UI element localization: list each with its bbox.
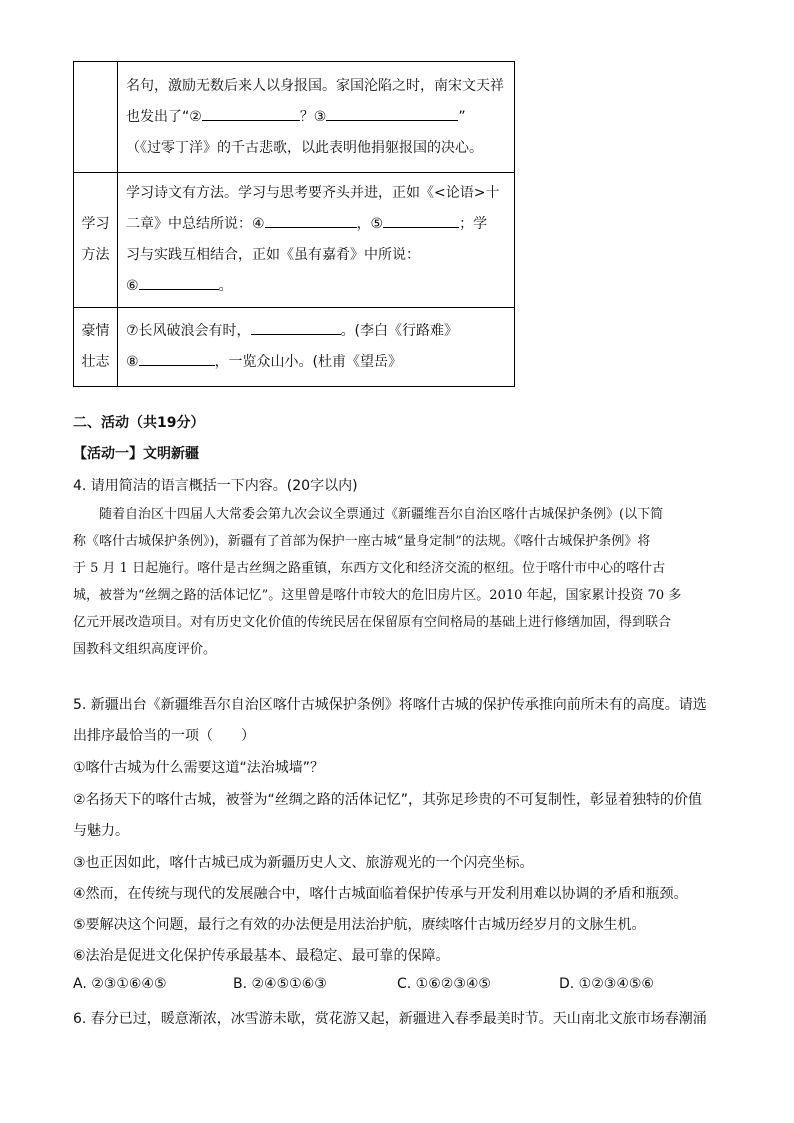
- text-fragment: ；学: [459, 216, 488, 232]
- table-line: [126, 209, 508, 240]
- question-5-prompt: 5. 新疆出台《新疆维吾尔自治区喀什古城保护条例》将喀什古城的保护传承推向前所未有的高度。请选: [73, 697, 707, 713]
- table-line: [126, 271, 508, 302]
- text-fragment: ⑦长风破浪会有时，: [126, 323, 251, 339]
- passage-line: 于 5 月 1 日起施行。喀什是古丝绸之路重镇，东西方文化和经济交流的枢纽。位于喀什市中心的喀什古: [73, 561, 666, 576]
- sentence-2: ②名扬天下的喀什古城，被誉为“丝绸之路的活体记忆”，其弥足珍贵的不可复制性，彰显着独特的价值: [73, 792, 703, 808]
- table-line: （《过零丁洋》的千古悲歌，以此表明他捐躯报国的决心。: [126, 139, 483, 156]
- text-fragment: 。: [218, 278, 233, 294]
- sentence-1: ①喀什古城为什么需要这道“法治城墙”？: [73, 760, 325, 776]
- answer-blank-7[interactable]: [251, 320, 341, 335]
- header-line: 壮志: [81, 354, 110, 370]
- question-4-prompt: 4. 请用简洁的语言概括一下内容。(20字以内): [73, 478, 358, 494]
- sentence-6: ⑥法治是促进文化保护传承最基本、最稳定、最可靠的保障。: [73, 948, 450, 964]
- row-header: [74, 62, 118, 173]
- answer-blank-3[interactable]: [326, 106, 458, 121]
- row-content: [118, 62, 515, 173]
- text-fragment: 二章》中总结所说：④: [126, 216, 265, 232]
- row-content: [118, 173, 515, 308]
- answer-blank-4[interactable]: [265, 213, 357, 228]
- answer-blank-6[interactable]: [139, 275, 219, 290]
- reading-passage: [73, 501, 713, 663]
- poem-table: [73, 61, 515, 387]
- question-6-prompt: 6. 春分已过，暖意渐浓，冰雪游未歇，赏花游又起，新疆进入春季最美时节。天山南北文旅市场春潮涌: [73, 1011, 707, 1027]
- text-fragment: ⑧: [126, 354, 139, 370]
- text-fragment: ⑥: [126, 278, 139, 294]
- activity-title: 【活动一】文明新疆: [73, 446, 199, 462]
- table-row: [74, 62, 515, 173]
- text-fragment: ”: [458, 108, 466, 125]
- answer-blank-8[interactable]: [139, 351, 215, 366]
- option-a[interactable]: A. ②③①⑥④⑤: [73, 976, 167, 992]
- sentence-4: ④然而，在传统与现代的发展融合中，喀什古城面临着保护传承与开发利用难以协调的矛盾和瓶颈。: [73, 886, 688, 902]
- row-header: [74, 173, 118, 308]
- table-row: [74, 308, 515, 387]
- row-content: [118, 308, 515, 387]
- text-fragment: 。(李白《行路难》: [340, 323, 459, 339]
- header-line: 学习: [81, 216, 110, 232]
- sentence-2-cont: 与魅力。: [73, 823, 129, 839]
- question-5-prompt-cont: 出排序最恰当的一项（ ）: [73, 728, 255, 744]
- passage-line: 称《喀什古城保护条例》)，新疆有了首部为保护一座古城“量身定制”的法规。《喀什古城保护条例》将: [73, 534, 651, 549]
- answer-blank-2[interactable]: [202, 106, 300, 121]
- text-fragment: 也发出了“②: [126, 108, 202, 125]
- option-c[interactable]: C. ①⑥②③④⑤: [397, 976, 491, 992]
- sentence-5: ⑤要解决这个问题，最行之有效的办法便是用法治护航，赓续喀什古城历经岁月的文脉生机。: [73, 917, 646, 933]
- header-line: 方法: [81, 247, 110, 263]
- answer-blank-5[interactable]: [383, 213, 459, 228]
- passage-line: 亿元开展改造项目。对有历史文化价值的传统民居在保留原有空间格局的基础上进行修缮加固，得到联合: [73, 615, 672, 630]
- table-line: [126, 316, 508, 347]
- passage-line: 城，被誉为“丝绸之路的活体记忆”。这里曾是喀什市较大的危旧房片区。2010 年起，国家累计投资 70 多: [73, 588, 682, 603]
- option-d[interactable]: D. ①②③④⑤⑥: [559, 976, 654, 992]
- sentence-3: ③也正因如此，喀什古城已成为新疆历史人文、旅游观光的一个闪亮坐标。: [73, 855, 534, 871]
- text-fragment: ，一览众山小。(杜甫《望岳》: [214, 354, 403, 370]
- table-line: [126, 347, 508, 378]
- header-line: 豪情: [81, 323, 110, 339]
- table-line: 习与实践互相结合，正如《虽有嘉肴》中所说：: [126, 247, 420, 263]
- text-fragment: ，⑤: [356, 216, 384, 232]
- row-header: [74, 308, 118, 387]
- section-title: 二、活动（共19分）: [73, 415, 205, 431]
- option-b[interactable]: B. ②④⑤①⑥③: [233, 976, 327, 992]
- text-fragment: ？③: [299, 108, 327, 125]
- table-line: 名句，激励无数后来人以身报国。家国沦陷之时，南宋文天祥: [126, 77, 504, 94]
- table-line: [126, 102, 508, 133]
- passage-line: 国教科文组织高度评价。: [73, 642, 217, 657]
- passage-line: 随着自治区十四届人大常委会第九次会议全票通过《新疆维吾尔自治区喀什古城保护条例》(以下简: [99, 507, 664, 522]
- table-row: [74, 173, 515, 308]
- table-line: 学习诗文有方法。学习与思考要齐头并进，正如《<论语>十: [126, 185, 500, 201]
